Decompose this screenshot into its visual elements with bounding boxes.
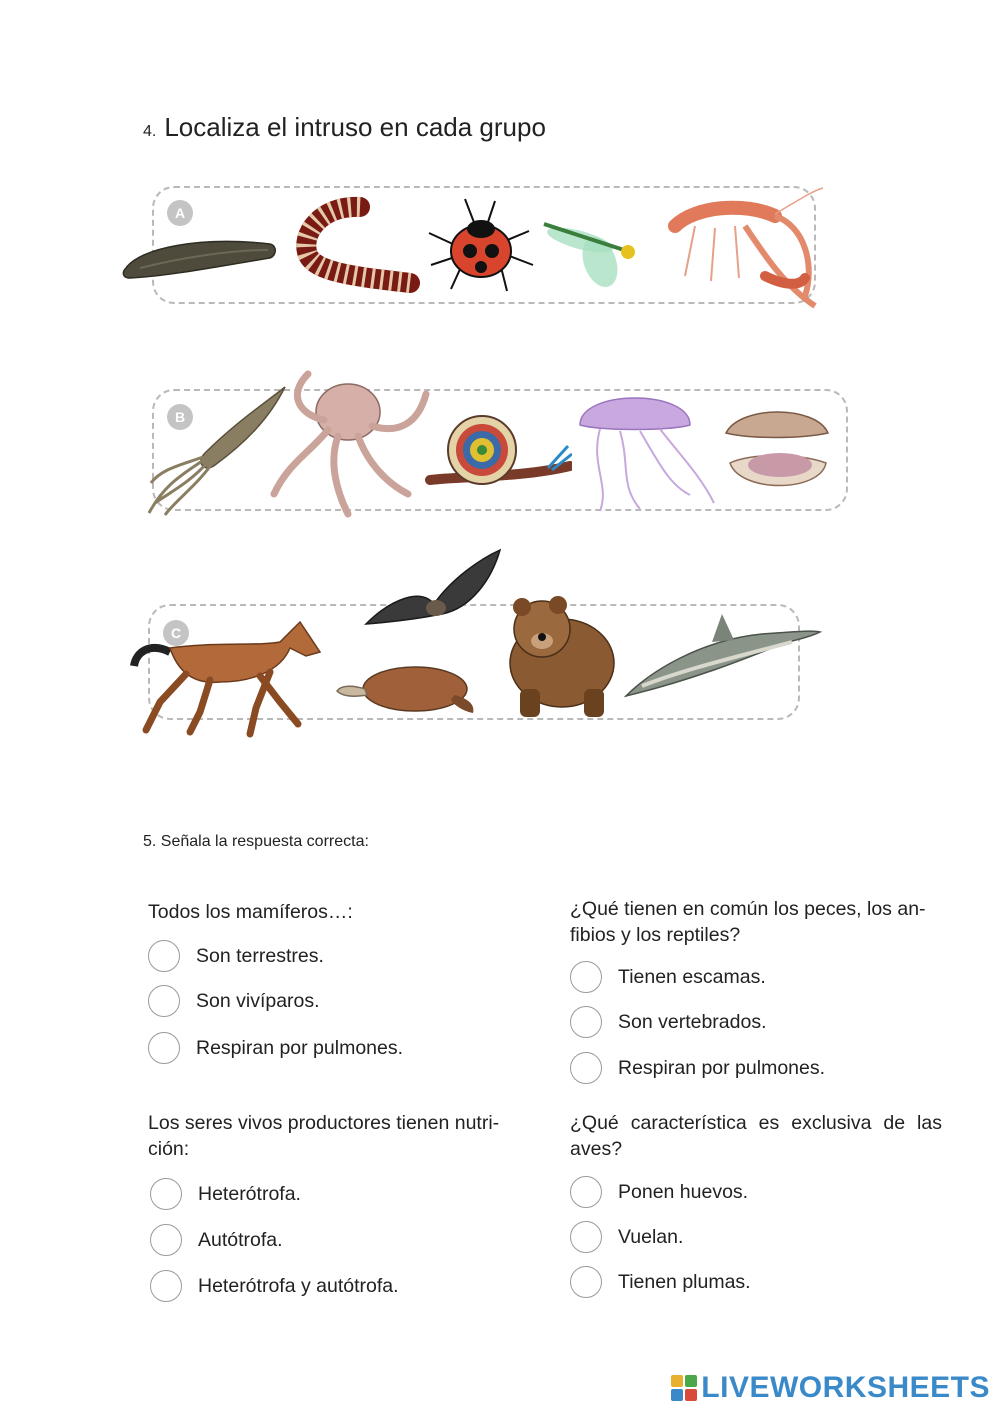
radio-circle[interactable] (570, 1221, 602, 1253)
option-label: Son vivíparos. (196, 989, 320, 1012)
bat-image[interactable] (362, 548, 504, 632)
question-1-option-3[interactable] (148, 1030, 403, 1066)
option-label: Tienen plumas. (618, 1270, 751, 1293)
question-1-line-1: Todos los mamíferos…: (148, 901, 353, 923)
question-2-line-2: fibios y los reptiles? (570, 924, 741, 946)
leech-image[interactable] (120, 228, 280, 284)
option-label: Autótrofa. (198, 1228, 283, 1251)
option-label: Respiran por pulmones. (618, 1056, 826, 1079)
radio-circle[interactable] (570, 1176, 602, 1208)
jellyfish-image[interactable] (570, 385, 715, 515)
dolphin-image[interactable] (622, 610, 822, 702)
radio-circle[interactable] (148, 940, 180, 972)
liveworksheets-logo (671, 1371, 990, 1405)
question-2-line-1: ¿Qué tienen en común los peces, los an- (570, 898, 926, 920)
question-3-text (148, 1110, 548, 1162)
octopus-image[interactable] (268, 364, 430, 519)
question-4-option-2[interactable] (570, 1219, 683, 1255)
horse-image[interactable] (130, 612, 325, 740)
q4-title (143, 112, 546, 143)
radio-circle[interactable] (570, 961, 602, 993)
bear-image[interactable] (500, 593, 618, 718)
question-4-line-1: ¿Qué característica es exclusiva de las (570, 1112, 942, 1134)
q5-title: 5. Señala la respuesta correcta: (143, 833, 369, 850)
radio-circle[interactable] (570, 1052, 602, 1084)
group-a-badge: A (167, 200, 193, 226)
question-2-option-1[interactable] (570, 959, 766, 995)
question-1-option-2[interactable] (148, 983, 320, 1019)
group-c-badge: C (163, 620, 189, 646)
option-label: Ponen huevos. (618, 1180, 749, 1203)
radio-circle[interactable] (150, 1224, 182, 1256)
option-label: Tienen escamas. (618, 965, 766, 988)
question-2-option-2[interactable] (570, 1004, 767, 1040)
radio-circle[interactable] (148, 1032, 180, 1064)
question-3-option-2[interactable] (150, 1222, 283, 1258)
question-4-text (570, 1110, 942, 1162)
question-4-line-2: aves? (570, 1138, 623, 1160)
question-3-option-3[interactable] (150, 1268, 399, 1304)
radio-circle[interactable] (150, 1270, 182, 1302)
question-3-line-2: ción: (148, 1138, 190, 1160)
question-4-option-1[interactable] (570, 1174, 748, 1210)
platypus-image[interactable] (335, 655, 477, 717)
question-2-text (570, 896, 950, 948)
question-3-line-1: Los seres vivos productores tienen nutri- (148, 1112, 500, 1134)
logo-blocks-icon (671, 1375, 697, 1401)
q4-title-text: Localiza el intruso en cada grupo (164, 112, 546, 142)
logo-text: LIVEWORKSHEETS (701, 1371, 990, 1404)
option-label: Respiran por pulmones. (196, 1036, 404, 1059)
radio-circle[interactable] (570, 1006, 602, 1038)
question-2-option-3[interactable] (570, 1050, 825, 1086)
option-label: Son terrestres. (196, 944, 324, 967)
radio-circle[interactable] (148, 985, 180, 1017)
option-label: Son vertebrados. (618, 1010, 767, 1033)
q4-number: 4. (143, 123, 157, 140)
question-4-option-3[interactable] (570, 1264, 751, 1300)
snail-image[interactable] (420, 410, 572, 490)
option-label: Heterótrofa. (198, 1182, 301, 1205)
bug-image[interactable] (425, 195, 537, 295)
option-label: Vuelan. (618, 1225, 684, 1248)
group-b-badge: B (167, 404, 193, 430)
millipede-image[interactable] (290, 195, 420, 295)
radio-circle[interactable] (150, 1178, 182, 1210)
clam-image[interactable] (720, 403, 832, 495)
dragonfly-image[interactable] (540, 210, 655, 290)
question-3-option-1[interactable] (150, 1176, 301, 1212)
question-1-text (148, 899, 538, 925)
crayfish-image[interactable] (655, 186, 825, 314)
radio-circle[interactable] (570, 1266, 602, 1298)
option-label: Heterótrofa y autótrofa. (198, 1274, 399, 1297)
question-1-option-1[interactable] (148, 938, 324, 974)
